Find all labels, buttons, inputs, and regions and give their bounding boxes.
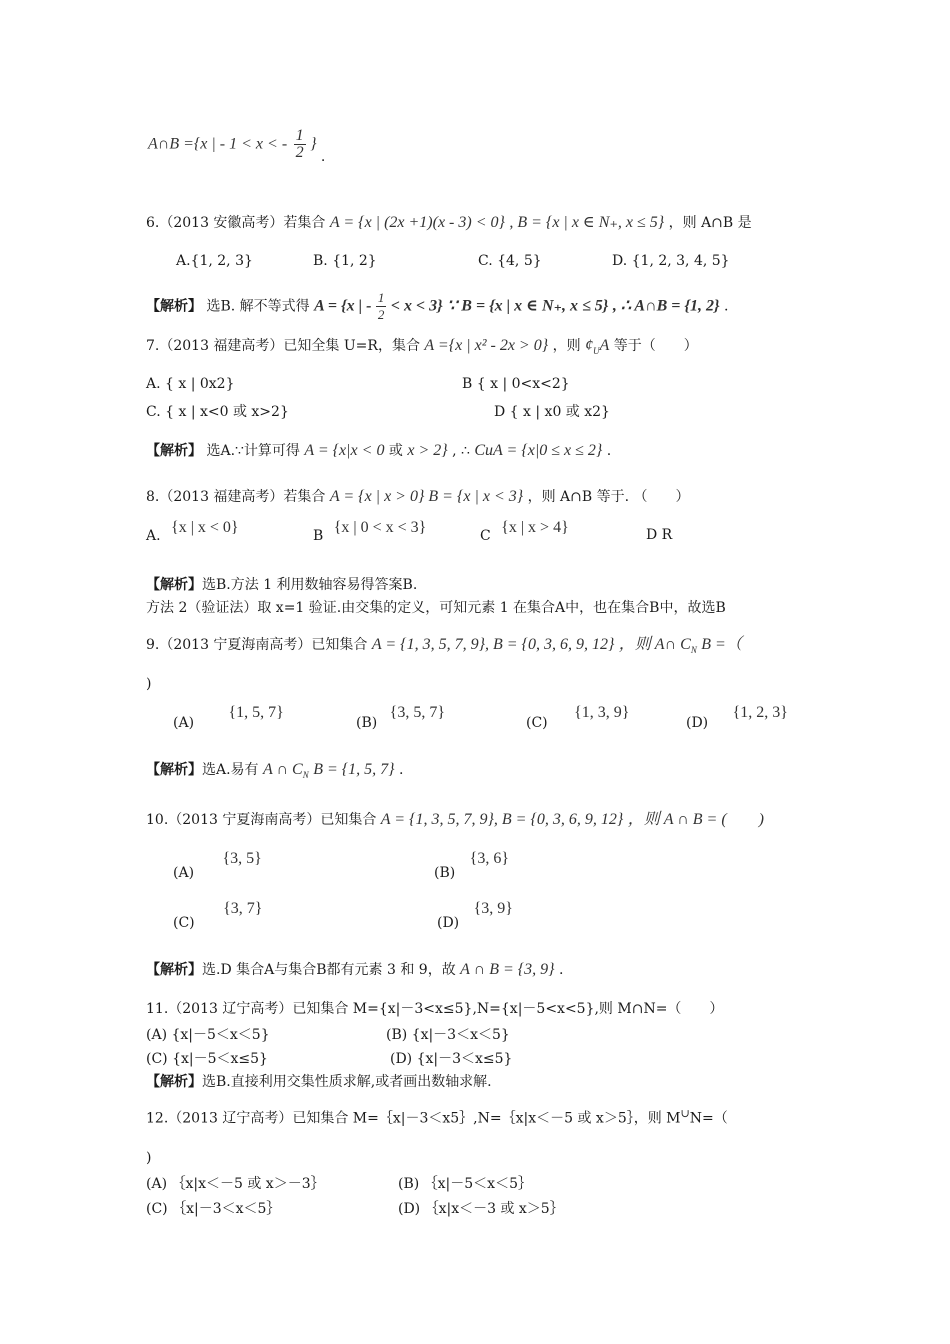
analysis-head: 【解析】	[146, 577, 202, 593]
option-label: (D)	[686, 715, 709, 731]
sub-n: N	[690, 644, 697, 655]
option-set: {x | x < 0}	[171, 519, 239, 536]
question-10-option-a	[173, 850, 262, 881]
period: .	[723, 298, 729, 315]
question-8-option-c	[480, 519, 569, 545]
option-label: C	[480, 528, 491, 544]
question-12-option-c: (C) ｛x|－3＜x＜5｝	[146, 1201, 281, 1217]
analysis-set: A ∩ C	[263, 761, 303, 778]
fraction-den: 2	[377, 307, 385, 322]
intersection-result	[148, 127, 326, 165]
analysis-set-2: B = {1, 5, 7}	[313, 761, 395, 778]
question-9-tail: ，则 A∩ C	[618, 636, 691, 653]
therefore: , ∴	[452, 443, 470, 459]
question-6-option-b: B. {1, 2}	[313, 253, 377, 269]
question-11-option-a: (A) {x|－5＜x＜5}	[146, 1027, 270, 1043]
option-label: (A)	[173, 865, 195, 881]
question-12-close: )	[146, 1150, 152, 1166]
question-8-analysis-2: 方法 2（验证法）取 x=1 验证.由交集的定义，可知元素 1 在集合A中，也在集合B中，故选B	[146, 600, 726, 616]
question-8-option-d: D R	[646, 527, 673, 543]
analysis-head: 【解析】	[146, 443, 202, 459]
or-text: 或	[388, 443, 403, 459]
question-10	[146, 810, 764, 830]
question-6	[146, 213, 752, 233]
period: .	[320, 148, 326, 165]
question-6-option-c: C. {4, 5}	[478, 253, 542, 269]
analysis-set: A ∩ B = {3, 9}	[460, 961, 555, 978]
question-9-option-c	[526, 704, 630, 731]
analysis-head: 【解析】	[146, 1074, 202, 1090]
question-6-analysis	[146, 290, 728, 323]
question-7-option-b: B { x | 0<x<2}	[462, 376, 570, 392]
analysis-fraction	[376, 290, 387, 323]
period: .	[559, 962, 564, 978]
question-7-analysis	[146, 441, 611, 461]
question-9-option-d	[686, 704, 788, 731]
question-10-analysis	[146, 960, 563, 980]
question-7-option-c: C. { x | x<0 或 x>2}	[146, 404, 289, 420]
analysis-text: 选B.直接利用交集性质求解,或者画出数轴求解.	[202, 1074, 492, 1090]
option-label: (A)	[173, 715, 195, 731]
question-6-label: 6.（2013 安徽高考）若集合	[146, 215, 326, 231]
period: .	[399, 762, 404, 778]
option-set: {1, 2, 3}	[732, 704, 788, 721]
question-10-option-c	[173, 900, 263, 931]
analysis-result: CuA = {x|0 ≤ x ≤ 2}	[474, 442, 603, 459]
cup-symbol: ∪	[680, 1107, 690, 1120]
analysis-text: 选A.易有	[202, 762, 259, 778]
analysis-set-a-end: < x < 3}	[390, 297, 443, 315]
question-7-tail: ，则	[552, 338, 581, 354]
analysis-set-1: A = {x|x < 0	[304, 442, 385, 459]
formula-prefix: A∩B ={x | - 1 < x < -	[148, 135, 288, 153]
question-9-label: 9.（2013 宁夏海南高考）已知集合	[146, 637, 368, 653]
analysis-set-2: x > 2}	[407, 442, 448, 459]
option-label: B	[313, 528, 324, 544]
analysis-head: 【解析】	[146, 762, 202, 778]
question-8-option-a	[146, 519, 239, 545]
question-9-option-a	[173, 704, 284, 731]
option-label: (B)	[356, 715, 378, 731]
question-8	[146, 487, 690, 507]
question-8-option-b	[313, 519, 427, 545]
question-10-set: A = {1, 3, 5, 7, 9}, B = {0, 3, 6, 9, 12}	[380, 811, 624, 828]
option-set: {3, 7}	[223, 900, 263, 917]
analysis-set-a: A = {x | -	[314, 297, 372, 315]
fraction-num: 1	[295, 127, 304, 144]
question-9-option-b	[356, 704, 446, 731]
option-label: (B)	[434, 865, 456, 881]
question-12-tail: N=（	[689, 1110, 728, 1127]
fraction	[294, 128, 306, 161]
question-11-option-b: (B) {x|－3＜x＜5}	[386, 1027, 510, 1043]
option-label: (C)	[173, 915, 195, 931]
fraction-num: 1	[377, 290, 385, 305]
question-7-tail2: 等于（ ）	[613, 338, 698, 354]
option-set: {x | x > 4}	[501, 519, 569, 536]
question-7-label: 7.（2013 福建高考）已知全集 U=R，集合	[146, 338, 420, 354]
question-10-tail: ，则 A ∩ B = ( )	[627, 811, 764, 828]
question-8-tail: ，则 A∩B 等于. （ ）	[527, 489, 690, 505]
complement-symbol: ȼ	[585, 337, 594, 354]
complement-sub: U	[593, 345, 600, 356]
question-12-option-d: (D) ｛x|x＜－3 或 x＞5｝	[398, 1201, 564, 1217]
question-6-tail: ，则 A∩B 是	[668, 215, 752, 231]
analysis-text: 选.D 集合A与集合B都有元素 3 和 9，故	[202, 962, 456, 978]
question-6-option-a: A.{1, 2, 3}	[176, 253, 253, 269]
question-6-option-d: D. {1, 2, 3, 4, 5}	[612, 253, 730, 269]
option-label: (C)	[526, 715, 548, 731]
question-10-option-b	[434, 850, 510, 881]
question-8-analysis	[146, 575, 417, 595]
question-9-close: )	[146, 676, 152, 692]
question-9-set: A = {1, 3, 5, 7, 9}, B = {0, 3, 6, 9, 12}	[371, 636, 615, 653]
question-9-analysis	[146, 760, 403, 785]
question-6-set-a: A = {x | (2x +1)(x - 3) < 0}	[329, 214, 505, 231]
formula-suffix: }	[310, 135, 317, 153]
question-12-option-b: (B) ｛x|－5＜x＜5｝	[398, 1176, 532, 1192]
question-8-label: 8.（2013 福建高考）若集合	[146, 489, 326, 505]
question-11-analysis	[146, 1072, 492, 1092]
option-set: {3, 5, 7}	[389, 704, 446, 721]
analysis-head: 【解析】	[146, 962, 202, 978]
fraction-den: 2	[295, 144, 304, 161]
sub-n: N	[302, 769, 309, 780]
option-set: {x | 0 < x < 3}	[333, 519, 427, 536]
question-7	[146, 336, 698, 361]
analysis-text: 选B. 解不等式得	[206, 298, 310, 315]
question-12-label: 12.（2013 辽宁高考）已知集合 M=｛x|－3＜x5｝,N=｛x|x＜－5 或 x＞5｝，则 M	[146, 1110, 681, 1127]
period: .	[606, 443, 612, 459]
question-8-set: A = {x | x > 0} B = {x | x < 3}	[329, 488, 524, 505]
question-9-tail2: B =（	[701, 636, 742, 653]
question-11-option-d: (D) {x|－3＜x≤5}	[390, 1051, 513, 1067]
option-set: {1, 5, 7}	[228, 704, 284, 721]
option-set: {3, 9}	[473, 900, 513, 917]
question-12-option-a: (A) ｛x|x＜－5 或 x＞－3｝	[146, 1176, 325, 1192]
question-11-option-c: (C) {x|－5＜x≤5}	[146, 1051, 268, 1067]
question-11: 11.（2013 辽宁高考）已知集合 M={x|－3<x≤5},N={x|－5<x<5},则 M∩N=（ ）	[146, 1001, 724, 1017]
question-7-option-d: D { x | x0 或 x2}	[494, 404, 610, 420]
question-7-set: A ={x | x² - 2x > 0}	[424, 337, 549, 354]
analysis-text: 选B.方法 1 利用数轴容易得答案B.	[202, 577, 418, 593]
analysis-set-b: ∵ B = {x | x ∈ N₊, x ≤ 5}	[447, 297, 609, 315]
option-set: {3, 5}	[222, 850, 262, 867]
question-10-option-d	[437, 900, 513, 931]
question-9	[146, 635, 742, 660]
analysis-head: 【解析】	[146, 298, 202, 315]
question-7-option-a: A. { x | 0x2}	[146, 376, 235, 392]
option-set: {1, 3, 9}	[574, 704, 630, 721]
question-10-label: 10.（2013 宁夏海南高考）已知集合	[146, 812, 377, 828]
question-12	[146, 1104, 728, 1129]
option-label: (D)	[437, 915, 460, 931]
analysis-result: , ∴ A∩B = {1, 2}	[612, 297, 720, 315]
complement-set: A	[599, 337, 610, 354]
analysis-text: 选A.∵计算可得	[206, 443, 300, 459]
option-label: A.	[146, 528, 161, 544]
question-6-set-b: , B = {x | x ∈ N₊, x ≤ 5}	[509, 214, 665, 231]
option-set: {3, 6}	[469, 850, 510, 867]
